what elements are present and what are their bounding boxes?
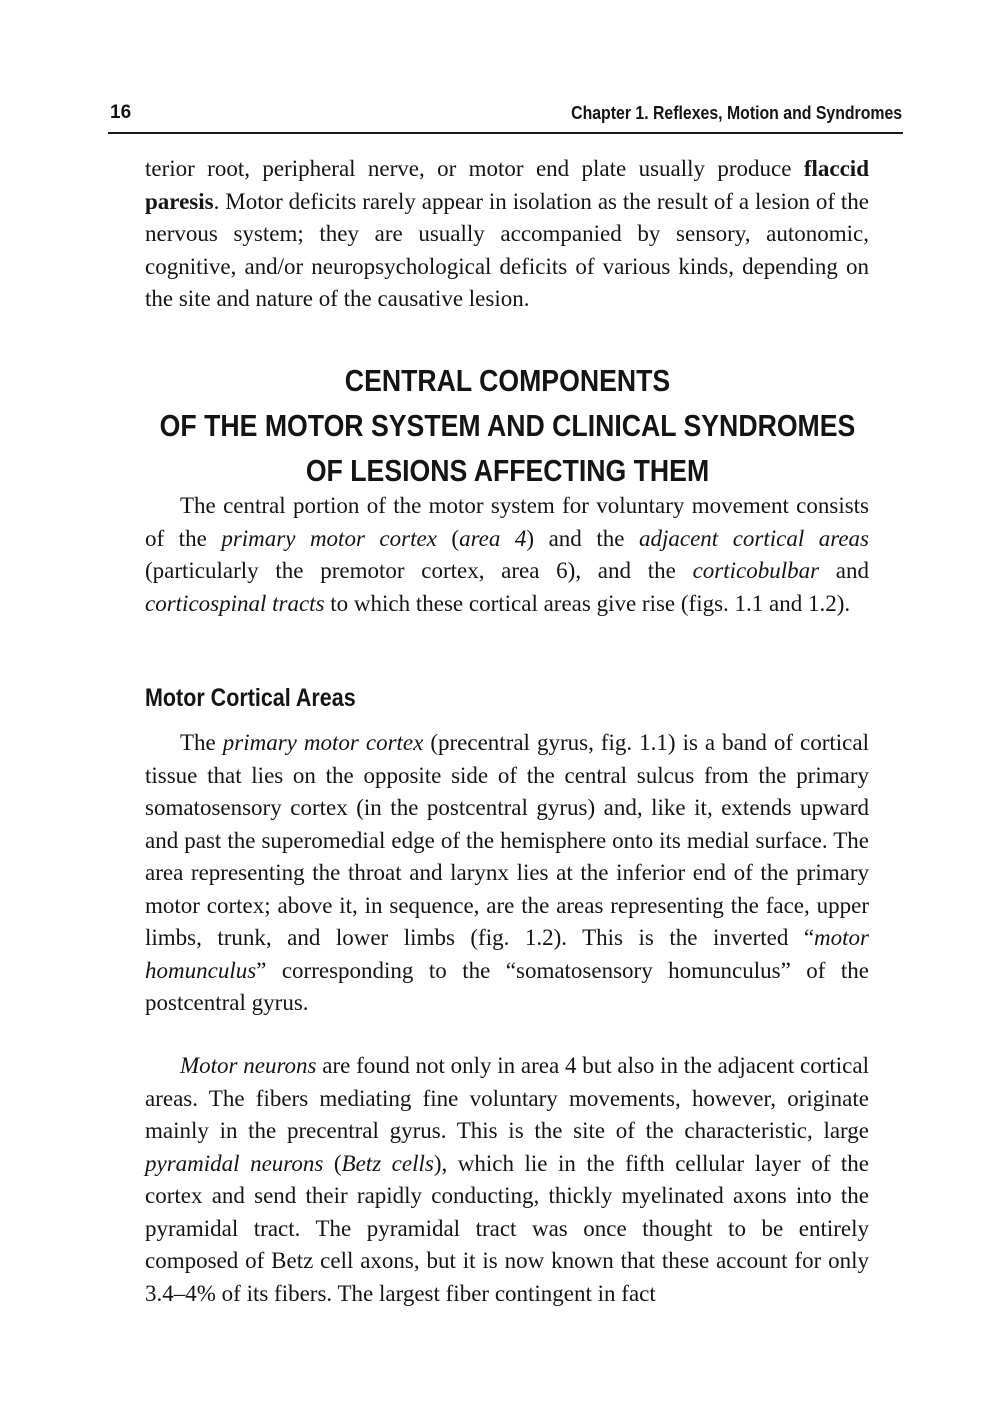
subsection-heading: Motor Cortical Areas bbox=[145, 684, 356, 712]
bold-term: flaccid paresis bbox=[145, 156, 869, 214]
text-run: ( bbox=[323, 1150, 342, 1176]
section-heading-line: OF LESIONS AFFECTING THEM bbox=[305, 453, 710, 488]
italic-term: corticospinal tracts bbox=[145, 590, 325, 616]
paragraph-primary-motor-cortex bbox=[145, 727, 869, 1020]
text-run: and bbox=[819, 558, 869, 583]
italic-term: adjacent cortical areas bbox=[638, 525, 870, 551]
italic-term: pyramidal neurons bbox=[145, 1150, 324, 1176]
text-run: The central portion of the motor system for voluntary movement consists of the bbox=[145, 493, 869, 551]
text-run: The bbox=[180, 730, 223, 755]
italic-term: primary motor cortex bbox=[222, 730, 424, 755]
text-run: (precentral gyrus, fig. 1.1) is a band of cortical tissue that lies on the opposite side of the central sulcus from the primary somatosensory cortex (in the postcentral gyrus) and, like it, extends upward and past the superomedial edge of the hemisphere onto its medial surface. The area representing the throat and larynx lies at the inferior end of the primary motor cortex; above it, in sequence, are the areas representing the face, upper limbs, trunk, and lower limbs (fig. 1.2). This is the inverted “ bbox=[145, 730, 869, 950]
italic-term: corticobulbar bbox=[692, 558, 820, 583]
italic-term: Betz cells bbox=[341, 1150, 434, 1176]
text-run: ( bbox=[436, 525, 460, 551]
section-heading-line: CENTRAL COMPONENTS bbox=[344, 363, 671, 398]
text-run: terior root, peripheral nerve, or motor end plate usually produce bbox=[145, 156, 804, 181]
italic-term: area 4 bbox=[459, 525, 527, 551]
text-run: ), which lie in the fifth cellular layer of the cortex and send their rapidly conducting, thickly myelinated axons into the pyramidal tract. The pyramidal tract was once thought to be entirely composed of Betz cell axons, but it is now known that these account for only 3.4–4% of its fibers. The largest fiber contingent in fact bbox=[145, 1150, 869, 1306]
text-run: to which these cortical areas give rise (figs. 1.1 and 1.2). bbox=[324, 590, 851, 616]
italic-term: Motor neurons bbox=[180, 1053, 317, 1078]
text-run: are found not only in area 4 but also in the adjacent cortical areas. The fibers mediating fine voluntary movements, however, originate mainly in the precentral gyrus. This is the site of the characteristic, large bbox=[145, 1053, 869, 1143]
paragraph-continuation bbox=[145, 153, 869, 316]
page-header bbox=[108, 100, 903, 134]
text-run: . Motor deficits rarely appear in isolation as the result of a lesion of the nervous system; they are usually accompanied by sensory, autonomic, cognitive, and/or neuropsychological deficits of various kinds, depending on the site and nature of the causative lesion. bbox=[145, 188, 869, 311]
text-run: ) and the bbox=[526, 525, 639, 551]
section-heading-line: OF THE MOTOR SYSTEM AND CLINICAL SYNDROMES bbox=[159, 408, 856, 443]
italic-term: primary motor cortex bbox=[221, 525, 437, 551]
italic-term: motor homunculus bbox=[145, 925, 869, 983]
text-run: ” corresponding to the “somatosensory homunculus” of the postcentral gyrus. bbox=[145, 957, 869, 1015]
text-run: (particularly the premotor cortex, area 6), and the bbox=[145, 558, 693, 583]
paragraph-motor-neurons bbox=[145, 1050, 869, 1310]
running-head: Chapter 1. Reflexes, Motion and Syndromes bbox=[571, 103, 902, 123]
section-heading bbox=[157, 358, 858, 493]
page-number: 16 bbox=[110, 102, 132, 123]
paragraph-central-portion bbox=[145, 490, 869, 620]
